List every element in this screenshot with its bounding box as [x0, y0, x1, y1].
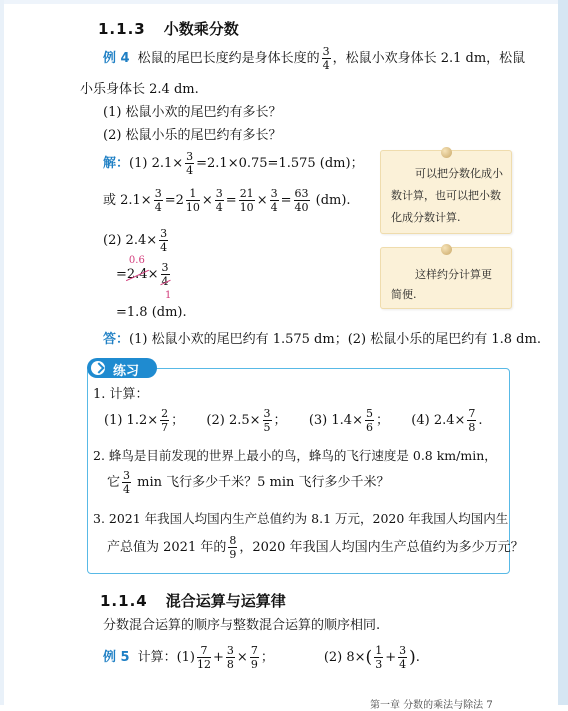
example-text: 松鼠的尾巴长度约是身体长度的 [137, 51, 320, 66]
page-footer: 第一章 分数的乘法与除法 7 [370, 700, 493, 711]
example-label: 例 4 [103, 51, 130, 66]
solution-line4: = 0.6 2.4× $\frac{3}{4}$ 1 [116, 255, 172, 301]
practice-tab: 练习 [87, 358, 157, 378]
fraction: $\frac{3}{4}$ [215, 187, 223, 214]
reduced-denominator: 1 [165, 290, 172, 301]
exercise-1-items [104, 408, 483, 433]
fraction: $\frac{3}{4}$ [154, 187, 162, 214]
answer-line: 答：(1) 松鼠小欢的尾巴约有 1.575 dm；(2) 松鼠小乐的尾巴约有 1.8 dm. [103, 332, 541, 347]
fraction: $\frac{3}{4}$ [270, 187, 278, 214]
fraction: $\frac{3}{4}$ [399, 644, 407, 671]
side-note-2: 这样约分计算更 简便. [380, 247, 512, 309]
exercise-item: (4) 2.4× $\frac{7}{8}$ . [411, 407, 483, 434]
exercise-2-line2: 它 $\frac{3}{4}$ min 飞行多少千米？5 min 飞行多少千米？ [107, 469, 390, 496]
fraction: $\frac{3}{4}$ [123, 469, 131, 496]
fraction: $\frac{7}{9}$ [250, 644, 258, 671]
fraction: $\frac{3}{4}$ [186, 150, 194, 177]
pin-icon [441, 147, 452, 158]
section-heading-114 [100, 590, 286, 611]
exercise-item: (1) 1.2× $\frac{2}{7}$ ； [104, 407, 185, 434]
intro-text: 分数混合运算的顺序与整数混合运算的顺序相同. [103, 618, 381, 633]
solution-line1: 解：(1) 2.1× $\frac{3}{4}$ =2.1×0.75=1.575 (dm)； [103, 150, 364, 177]
exercise-3-line2: 产总值为 2021 年的 $\frac{8}{9}$ ，2020 年我国人均国内生产总值约为多少万元？ [107, 534, 524, 561]
question-1: (1) 松鼠小欢的尾巴约有多长？ [103, 105, 282, 120]
example4-line2: 小乐身体长 2.4 dm. [80, 82, 199, 97]
exercise-3-line1: 3. 2021 年我国人均国内生产总值约为 8.1 万元，2020 年我国人均国内生 [93, 511, 509, 526]
exercise-2-line1: 2. 蜂鸟是目前发现的世界上最小的鸟，蜂鸟的飞行速度是 0.8 km/min， [93, 448, 497, 463]
section-title: 小数乘分数 [163, 20, 239, 38]
fraction: $\frac{7}{12}$ [197, 644, 211, 671]
fraction: $\frac{3}{4}$ [161, 261, 169, 288]
fraction: $\frac{8}{9}$ [229, 534, 237, 561]
cancelled-value: 2.4 [126, 267, 148, 282]
side-note-1: 可以把分数化成小 数计算，也可以把小数 化成分数计算. [380, 150, 512, 234]
exercise-item: (2) 2.5× $\frac{3}{5}$ ； [206, 407, 287, 434]
fraction: $\frac{63}{40}$ [294, 187, 309, 214]
reduced-value: 0.6 [128, 255, 145, 266]
example5-line: 例 5 计算：(1) $\frac{7}{12}$ + $\frac{3}{8}$ × $\frac{7}{9}$ ； (2) 8×( $\frac{1}{3}$ + $\frac{3}{4}$ ). [103, 644, 420, 671]
page-left-edge [0, 0, 4, 705]
solution-line2: 或 2.1× $\frac{3}{4}$ =2 $\frac{1}{10}$ × $\frac{3}{4}$ = $\frac{21}{10}$ × $\frac{3}{4}$ = $\frac{63}{40}$ (dm). [103, 187, 351, 214]
question-2: (2) 松鼠小乐的尾巴约有多长？ [103, 128, 282, 143]
solution-label: 解： [103, 156, 130, 171]
fraction: $\frac{3}{4}$ [160, 227, 168, 254]
example4-line1 [103, 46, 525, 71]
section-heading-113 [98, 18, 239, 39]
fraction: $\frac{21}{10}$ [239, 187, 254, 214]
exercise-item: (3) 1.4× $\frac{5}{6}$ ； [308, 407, 389, 434]
checkmark-icon [91, 361, 105, 375]
section-title: 混合运算与运算律 [165, 592, 286, 610]
example-text: ，松鼠小欢身体长 2.1 dm，松鼠 [332, 51, 526, 66]
example-label: 例 5 [103, 650, 130, 665]
fraction: $\frac{3}{4}$ [322, 45, 330, 72]
section-number: 1.1.3 [98, 20, 146, 38]
solution-line3: (2) 2.4× $\frac{3}{4}$ [103, 227, 168, 254]
page-right-edge [558, 0, 568, 705]
page-top-edge [0, 0, 568, 4]
answer-label: 答： [103, 332, 130, 347]
fraction: $\frac{3}{8}$ [226, 644, 234, 671]
fraction: $\frac{1}{3}$ [375, 644, 383, 671]
pin-icon [441, 244, 452, 255]
solution-line5: =1.8 (dm). [116, 305, 187, 320]
cancelled-denominator: 4 [161, 275, 169, 288]
fraction: $\frac{1}{10}$ [185, 187, 200, 214]
exercise-1-title: 1. 计算： [93, 387, 149, 402]
section-number: 1.1.4 [100, 592, 148, 610]
